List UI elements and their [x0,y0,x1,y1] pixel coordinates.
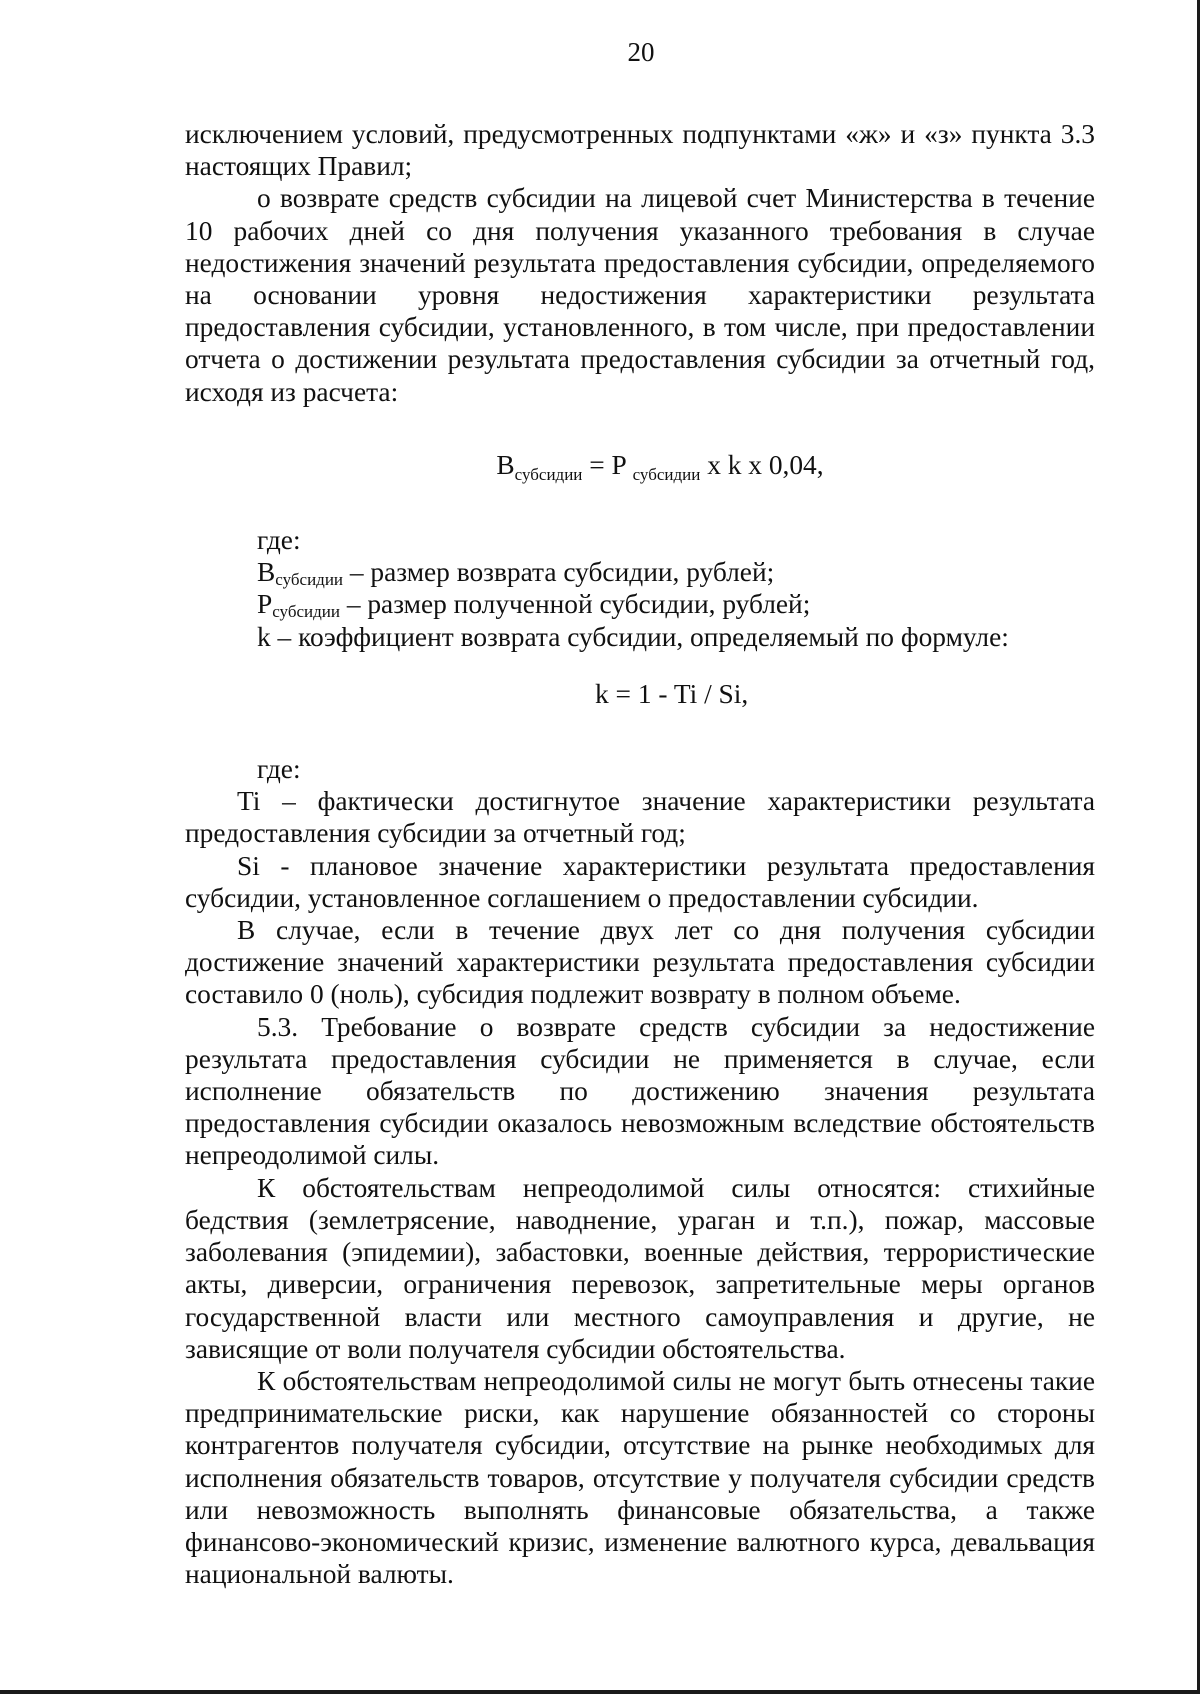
page-number: 20 [627,37,655,67]
definition-k: k – коэффициент возврата субсидии, определяемый по формуле: [257,621,1009,652]
scan-edge-bottom [0,1690,1200,1694]
definition-p-symbol: P [257,589,273,620]
where-label-1: где: [257,525,301,556]
formula-tail: x k x 0,04, [700,449,824,480]
paragraph-5-3: 5.3. Требование о возврате средств субсидии за недостижение результата предоставления субсидии не применяется в случае, если исполнение обязательств по достижению значения результата предоставления субсидии оказалось невозможным вследствие обстоятельств непреодолимой силы. [185,1011,1095,1171]
definition-ti: Ti – фактически достигнутое значение характеристики результата предоставления субсидии за отчетный год; [185,786,1095,849]
definition-si: Si - плановое значение характеристики результата предоставления субсидии, установленное соглашением о предоставлении субсидии. [185,850,1095,913]
formula-rhs-subscript: субсидии [632,464,701,484]
definition-b-subscript: субсидии [275,570,344,590]
where-label-2: где: [257,754,301,785]
definition-p-subscript: субсидии [272,602,340,622]
paragraph-zero-achievement: В случае, если в течение двух лет со дня получения субсидии достижение значений характеристики результата предоставления субсидии составило 0 (ноль), субсидия подлежит возврату в полном объеме. [185,915,1095,1010]
formula-lhs: B [496,449,515,480]
paragraph-force-majeure: К обстоятельствам непреодолимой силы относятся: стихийные бедствия (землетрясение, наводнение, ураган и т.п.), пожар, массовые заболевания (эпидемии), забастовки, военные действия, террористические акты, диверсии, ограничения перевозок, запретительные меры органов государственной власти или местного самоуправления и другие, не зависящие от воли получателя субсидии обстоятельства. [185,1172,1095,1364]
formula-equals: = P [582,449,633,480]
definition-b [185,556,1095,588]
paragraph-not-force-majeure: К обстоятельствам непреодолимой силы не могут быть отнесены такие предпринимательские риски, как нарушение обязанностей со стороны контрагентов получателя субсидии, отсутствие на рынке необходимых для исполнения обязательств товаров, отсутствие у получателя субсидии средств или невозможность выполнять финансовые обязательства, а также финансово-экономический кризис, изменение валютного курса, девальвация национальной валюты. [185,1365,1095,1590]
definition-p [185,588,1095,620]
definition-b-symbol: B [257,557,276,588]
paragraph-refund-condition: о возврате средств субсидии на лицевой счет Министерства в течение 10 рабочих дней со дня получения указанного требования в случае недостижения значений результата предоставления субсидии, определяемого на основании уровня недостижения характеристики результата предоставления субсидии, установленного, в том числе, при предоставлении отчета о достижении результата предоставления субсидии за отчетный год, исходя из расчета: [185,183,1095,407]
paragraph-continuation: исключением условий, предусмотренных подпунктами «ж» и «з» пункта 3.3 настоящих Правил; [185,119,1095,182]
formula-refund-amount [185,449,1095,484]
document-body [185,118,1095,1590]
definition-p-text: – размер полученной субсидии, рублей; [339,589,811,620]
definition-b-text: – размер возврата субсидии, рублей; [343,557,775,588]
formula-coefficient: k = 1 - Ti / Si, [595,678,749,709]
formula-lhs-subscript: субсидии [514,464,583,484]
